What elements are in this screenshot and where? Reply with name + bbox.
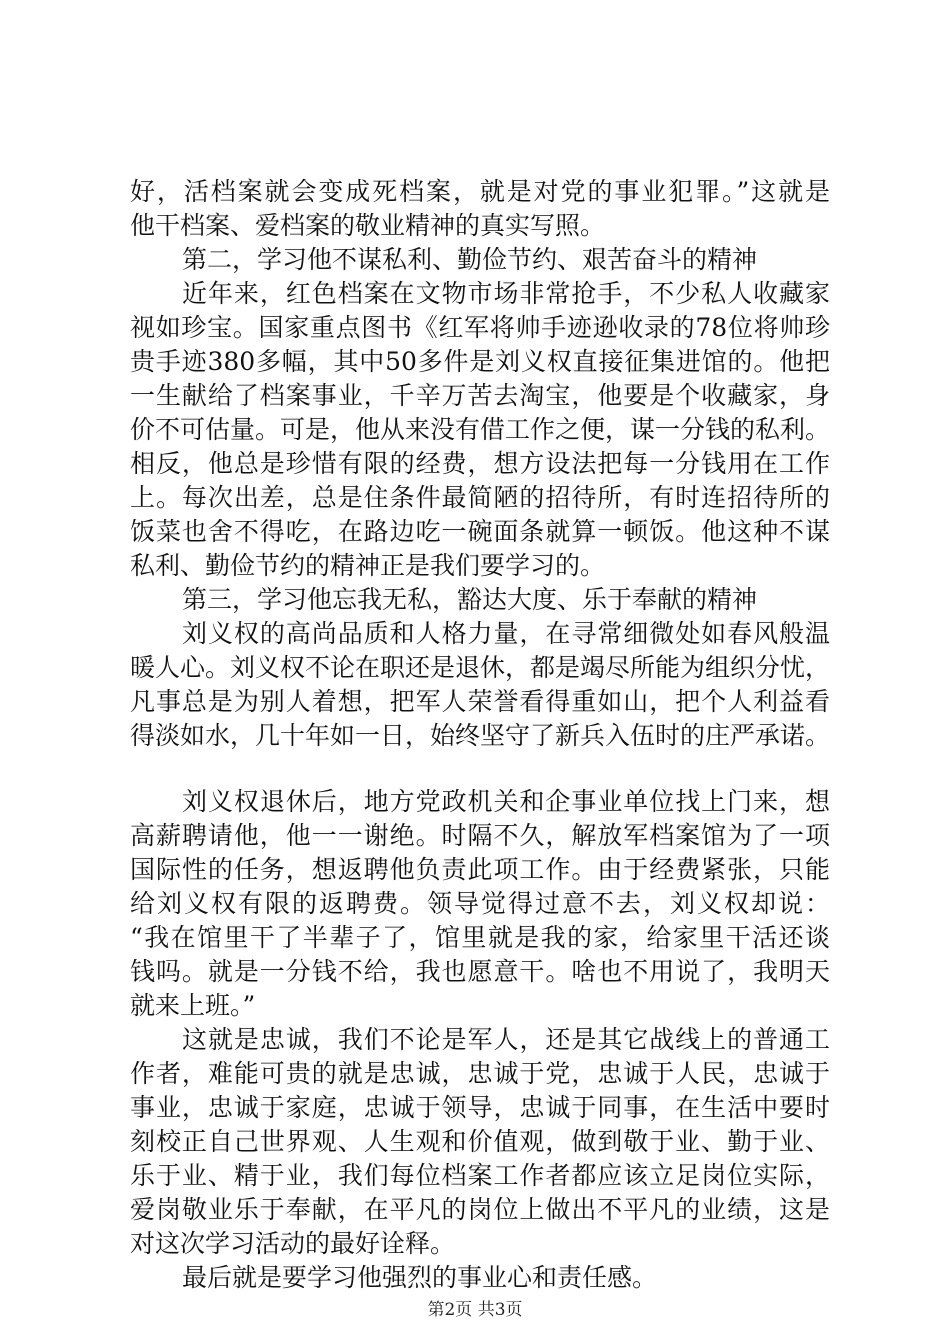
text-line: 钱吗。就是一分钱不给，我也愿意干。啥也不用说了，我明天 xyxy=(130,957,830,986)
text-line: 刻校正自己世界观、人生观和价值观，做到敬于业、勤于业、 xyxy=(130,1127,830,1156)
text-line: 得淡如水，几十年如一日，始终坚守了新兵入伍时的庄严承诺。 xyxy=(130,721,830,750)
text-line: 好，活档案就会变成死档案，就是对党的事业犯罪。”这就是 xyxy=(130,177,830,206)
text-line: 国际性的任务，想返聘他负责此项工作。由于经费紧张，只能 xyxy=(130,855,830,884)
text-line: 他干档案、爱档案的敬业精神的真实写照。 xyxy=(130,211,606,240)
text-line: 事业，忠诚于家庭，忠诚于领导，忠诚于同事，在生活中要时 xyxy=(130,1093,830,1122)
text-line: 乐于业、精于业，我们每位档案工作者都应该立足岗位实际， xyxy=(130,1161,830,1190)
text-line: 对这次学习活动的最好诠释。 xyxy=(130,1229,456,1258)
text-line: 就来上班。” xyxy=(130,991,256,1020)
text-line: 这就是忠诚，我们不论是军人，还是其它战线上的普通工 xyxy=(182,1025,830,1054)
section-heading-2: 第二，学习他不谋私利、勤俭节约、艰苦奋斗的精神 xyxy=(182,245,758,274)
text-line: 私利、勤俭节约的精神正是我们要学习的。 xyxy=(130,551,606,580)
text-line: 刘义权的高尚品质和人格力量，在寻常细微处如春风般温 xyxy=(182,619,830,648)
text-line: 爱岗敬业乐于奉献，在平凡的岗位上做出不平凡的业绩，这是 xyxy=(130,1195,830,1224)
text-line: 刘义权退休后，地方党政机关和企事业单位找上门来，想 xyxy=(182,787,830,816)
text-line: 暖人心。刘义权不论在职还是退休，都是竭尽所能为组织分忧， xyxy=(130,653,830,682)
text-line: 凡事总是为别人着想，把军人荣誉看得重如山，把个人利益看 xyxy=(130,687,830,716)
page-footer: 第2页 共3页 xyxy=(427,1300,523,1320)
text-line: 视如珍宝。国家重点图书《红军将帅手迹逊收录的78位将帅珍 xyxy=(130,313,830,342)
text-line: 给刘义权有限的返聘费。领导觉得过意不去，刘义权却说： xyxy=(130,889,830,918)
text-line: 相反，他总是珍惜有限的经费，想方设法把每一分钱用在工作 xyxy=(130,449,830,478)
text-line: “我在馆里干了半辈子了，馆里就是我的家，给家里干活还谈 xyxy=(130,923,830,952)
text-line: 饭菜也舍不得吃，在路边吃一碗面条就算一顿饭。他这种不谋 xyxy=(130,517,830,546)
text-line: 一生献给了档案事业，千辛万苦去淘宝，他要是个收藏家，身 xyxy=(130,381,830,410)
text-line: 最后就是要学习他强烈的事业心和责任感。 xyxy=(182,1263,658,1292)
text-line: 价不可估量。可是，他从来没有借工作之便，谋一分钱的私利。 xyxy=(130,415,830,444)
text-line: 贵手迹380多幅，其中50多件是刘义权直接征集进馆的。他把 xyxy=(130,347,830,376)
text-line: 上。每次出差，总是住条件最简陋的招待所，有时连招待所的 xyxy=(130,483,830,512)
text-line: 近年来，红色档案在文物市场非常抢手，不少私人收藏家 xyxy=(182,279,830,308)
section-heading-3: 第三，学习他忘我无私，豁达大度、乐于奉献的精神 xyxy=(182,585,758,614)
text-line: 作者，难能可贵的就是忠诚，忠诚于党，忠诚于人民，忠诚于 xyxy=(130,1059,830,1088)
text-line: 高薪聘请他，他一一谢绝。时隔不久，解放军档案馆为了一项 xyxy=(130,821,830,850)
